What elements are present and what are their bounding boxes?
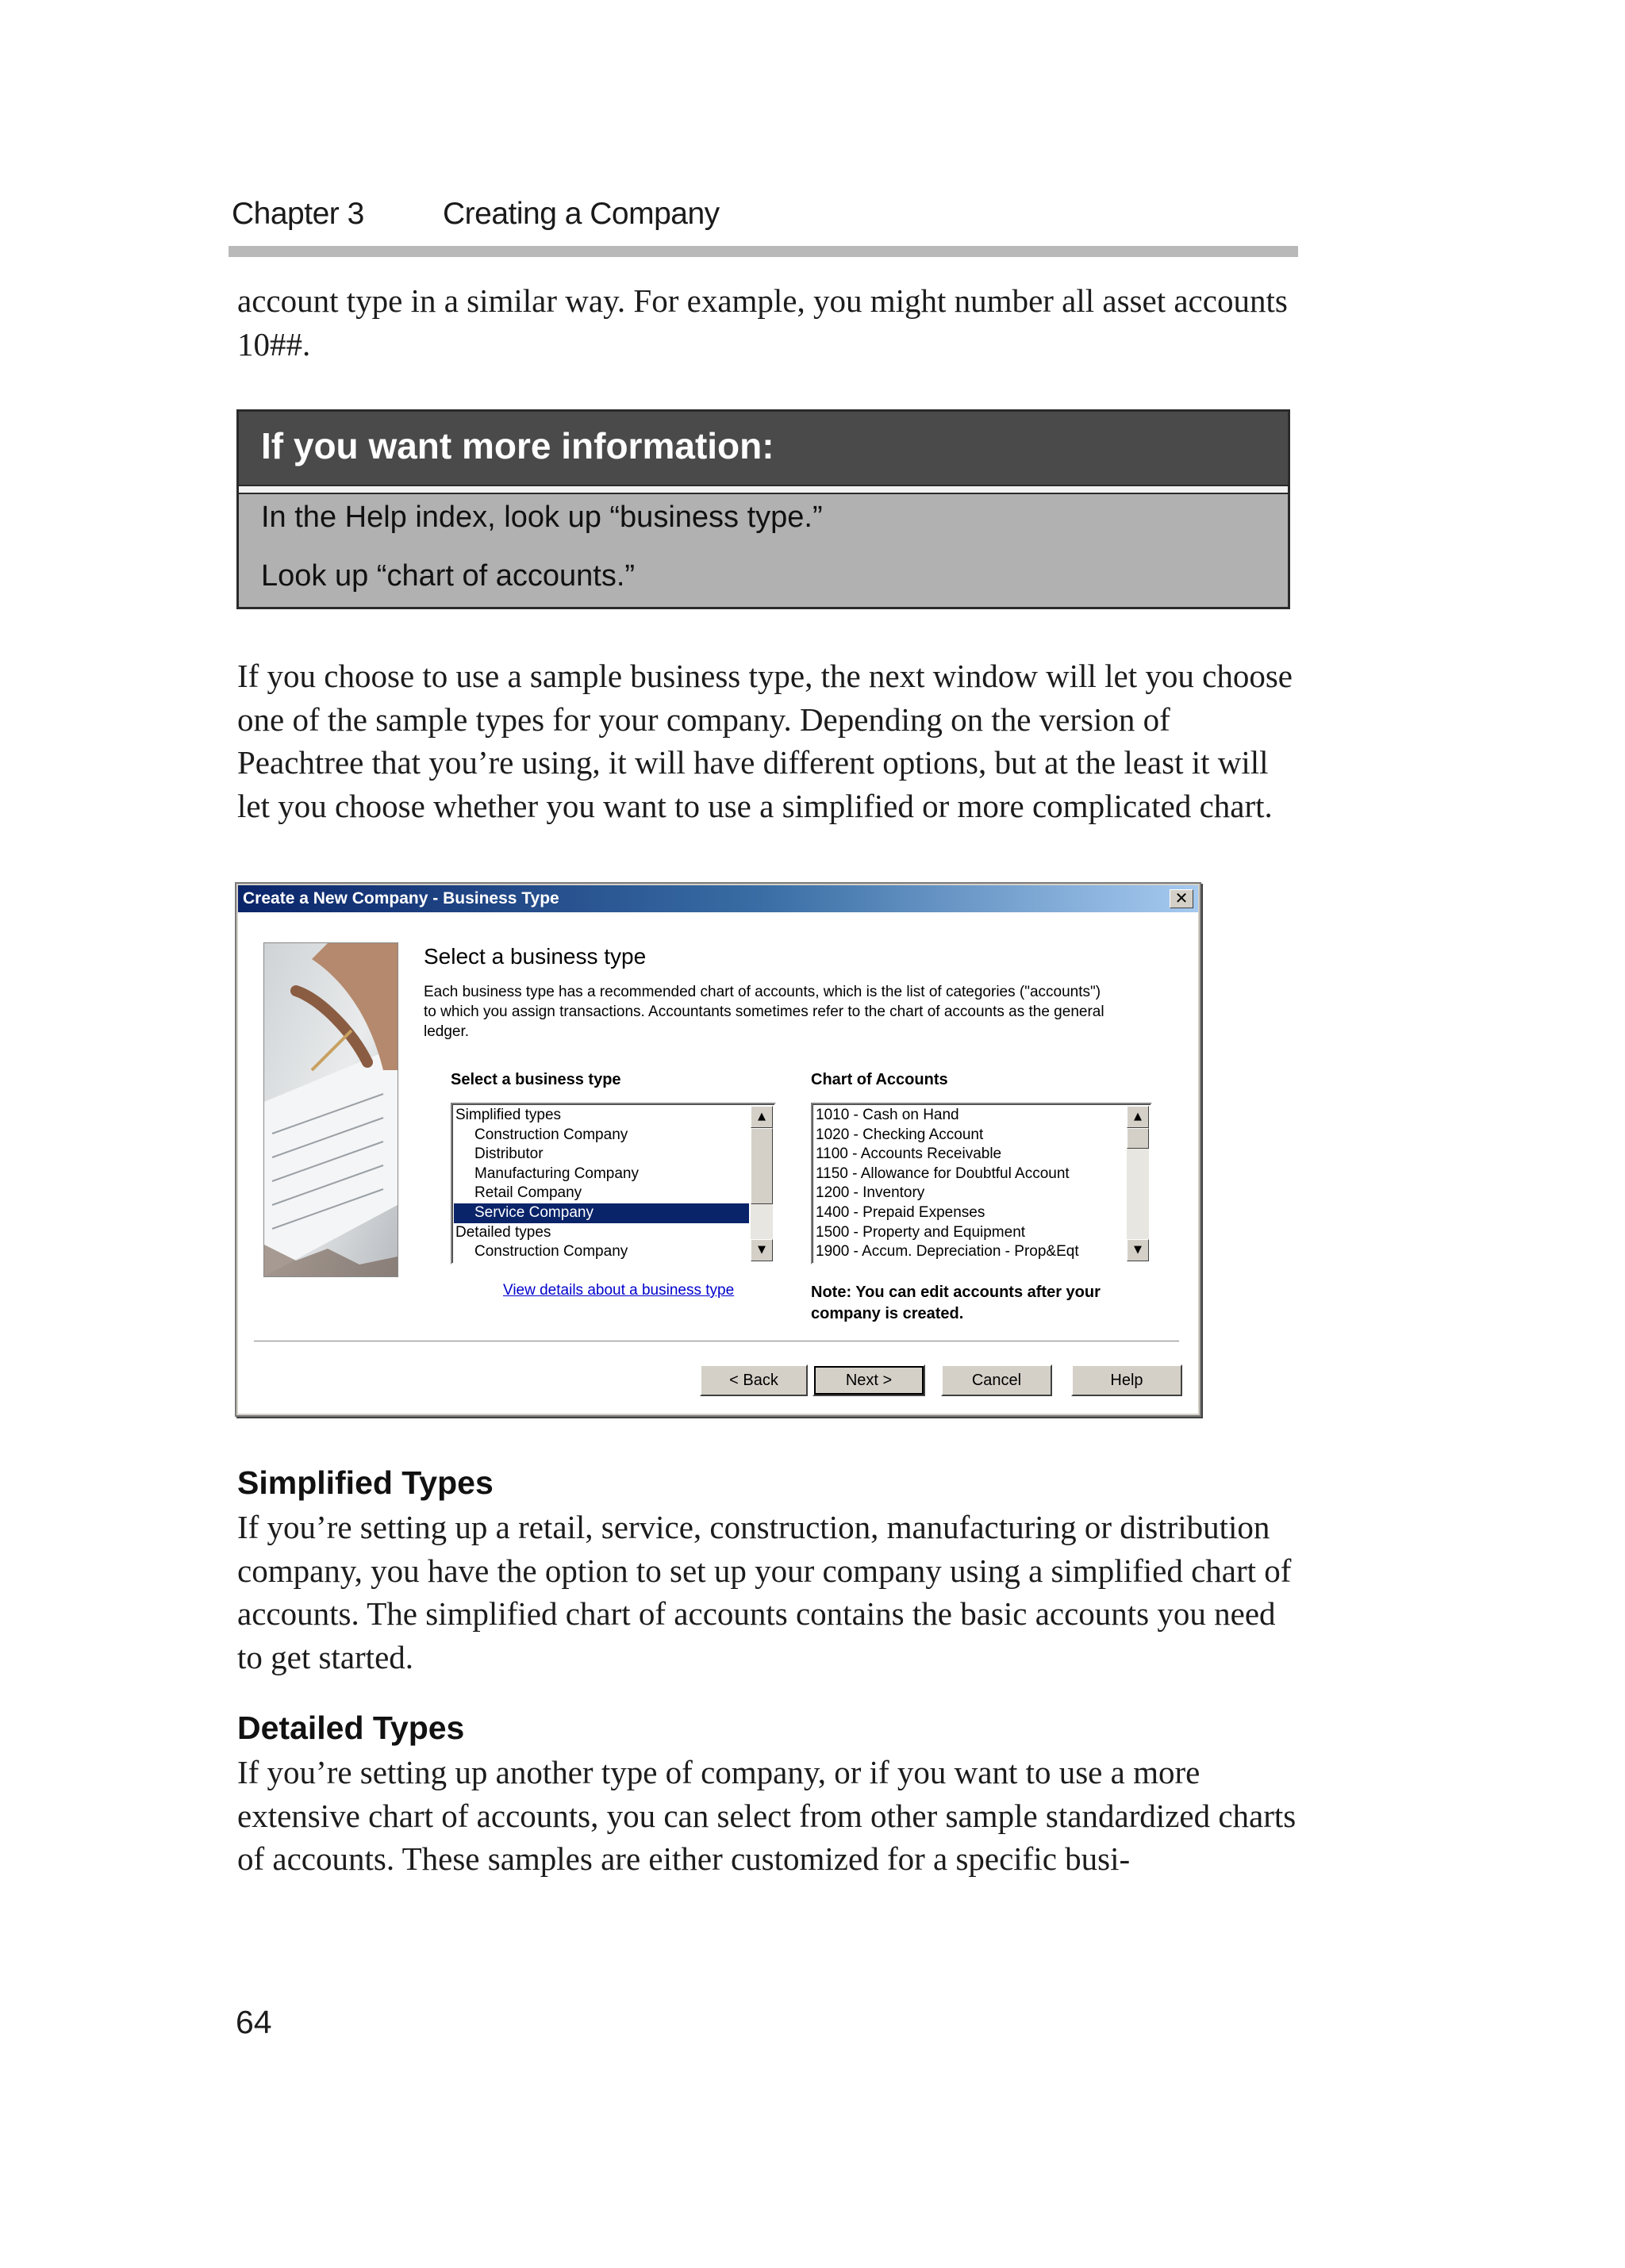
business-type-dialog — [235, 882, 1201, 1417]
chapter-label: Chapter 3 — [232, 197, 364, 231]
detailed-types-text: If you’re setting up another type of company, or if you want to use a more extensive chart of accounts, you can select from other sample standardized charts of accounts. These samples are either customized for a specific busi- — [237, 1754, 1297, 1877]
arrow-up-icon: ▲ — [1134, 1111, 1142, 1122]
scroll-up-button[interactable] — [1127, 1106, 1149, 1128]
running-header — [232, 197, 1298, 244]
dialog-heading: Select a business type — [424, 944, 647, 969]
business-type-option[interactable]: Manufacturing Company — [474, 1165, 639, 1182]
business-type-option[interactable]: Simplified types — [455, 1107, 562, 1123]
close-icon: ✕ — [1174, 890, 1189, 908]
scroll-thumb[interactable] — [1127, 1128, 1149, 1149]
scroll-down-button[interactable] — [1127, 1239, 1149, 1261]
account-option[interactable]: 1900 - Accum. Depreciation - Prop&Eqt — [816, 1243, 1079, 1261]
chart-of-accounts-listbox[interactable] — [811, 1103, 1152, 1264]
business-type-option[interactable]: Construction Company — [474, 1126, 628, 1143]
intro-paragraph-text: account type in a similar way. For example, you might number all asset accounts 10##. — [237, 282, 1288, 363]
close-button[interactable] — [1170, 889, 1193, 908]
account-option[interactable]: 1020 - Checking Account — [816, 1126, 984, 1143]
detailed-types-heading: Detailed Types — [237, 1710, 465, 1746]
business-type-option[interactable]: Construction Company — [474, 1243, 628, 1261]
account-option[interactable]: 1100 - Accounts Receivable — [816, 1146, 1002, 1163]
info-box — [236, 409, 1290, 609]
chapter-title: Creating a Company — [443, 197, 720, 231]
arrow-down-icon: ▼ — [758, 1244, 766, 1256]
dialog-title: Create a New Company - Business Type — [243, 889, 559, 908]
dialog-titlebar — [238, 885, 1198, 912]
scroll-down-button[interactable] — [751, 1239, 773, 1261]
business-type-listbox[interactable] — [451, 1103, 776, 1264]
next-button[interactable]: Next > — [812, 1364, 925, 1396]
choose-paragraph — [237, 654, 1300, 827]
dialog-note: Note: You can edit accounts after your company is created. — [811, 1284, 1101, 1322]
info-box-divider — [239, 485, 1288, 494]
business-type-label: Select a business type — [451, 1071, 621, 1088]
business-type-option[interactable]: Distributor — [474, 1146, 544, 1163]
chart-of-accounts-items — [814, 1106, 1125, 1262]
info-box-line: In the Help index, look up “business type.” — [261, 501, 823, 534]
account-option[interactable]: 1500 - Property and Equipment — [816, 1223, 1026, 1241]
choose-paragraph-text: If you choose to use a sample business type, the next window will let you choose one of the sample types for your company. Depending on the version of Peachtree that you’re using, it will have different options, but at the least it will let you choose whether you want to use a simplified or more complicated chart. — [237, 658, 1293, 824]
intro-paragraph — [237, 279, 1300, 366]
back-button[interactable]: < Back — [700, 1364, 808, 1396]
account-option[interactable]: 1010 - Cash on Hand — [816, 1107, 959, 1123]
simplified-types-paragraph — [237, 1506, 1300, 1679]
header-rule — [229, 246, 1298, 257]
hand-with-pen-illustration — [264, 943, 398, 1276]
dialog-separator — [254, 1341, 1179, 1342]
info-box-title: If you want more information: — [261, 425, 774, 466]
view-details-link[interactable]: View details about a business type — [503, 1282, 735, 1299]
page-number: 64 — [236, 2004, 272, 2040]
dialog-description: Each business type has a recommended chart of accounts, which is the list of categories ("accounts") to which you assign transactions. Accountants sometimes refer to the chart of accounts as the general ledger. — [424, 984, 1104, 1040]
arrow-down-icon: ▼ — [1134, 1244, 1142, 1256]
detailed-types-paragraph — [237, 1751, 1300, 1881]
info-box-line: Look up “chart of accounts.” — [261, 559, 636, 593]
chart-of-accounts-label: Chart of Accounts — [811, 1071, 948, 1088]
account-option[interactable]: 1150 - Allowance for Doubtful Account — [816, 1165, 1070, 1182]
scroll-up-button[interactable] — [751, 1106, 773, 1128]
scroll-thumb[interactable] — [751, 1128, 773, 1204]
help-button[interactable]: Help — [1071, 1364, 1182, 1396]
cancel-button[interactable]: Cancel — [941, 1364, 1052, 1396]
wizard-side-image — [263, 942, 398, 1277]
dialog-body — [238, 912, 1198, 1414]
arrow-up-icon: ▲ — [758, 1111, 766, 1122]
simplified-types-text: If you’re setting up a retail, service, construction, manufacturing or distribution company, you have the option to set up your company using a simplified chart of accounts. The simplified chart of accounts contains the basic accounts you need to get started. — [237, 1509, 1292, 1675]
info-box-header — [239, 412, 1288, 485]
simplified-types-heading: Simplified Types — [237, 1464, 494, 1501]
business-type-items — [454, 1106, 749, 1262]
business-type-option[interactable]: Detailed types — [455, 1223, 551, 1241]
business-type-option[interactable]: Service Company — [454, 1203, 749, 1223]
account-option[interactable]: 1400 - Prepaid Expenses — [816, 1203, 985, 1221]
business-type-option[interactable]: Retail Company — [474, 1184, 582, 1202]
business-type-scrollbar[interactable] — [751, 1106, 773, 1261]
chart-of-accounts-scrollbar[interactable] — [1127, 1106, 1149, 1261]
account-option[interactable]: 1200 - Inventory — [816, 1184, 925, 1202]
